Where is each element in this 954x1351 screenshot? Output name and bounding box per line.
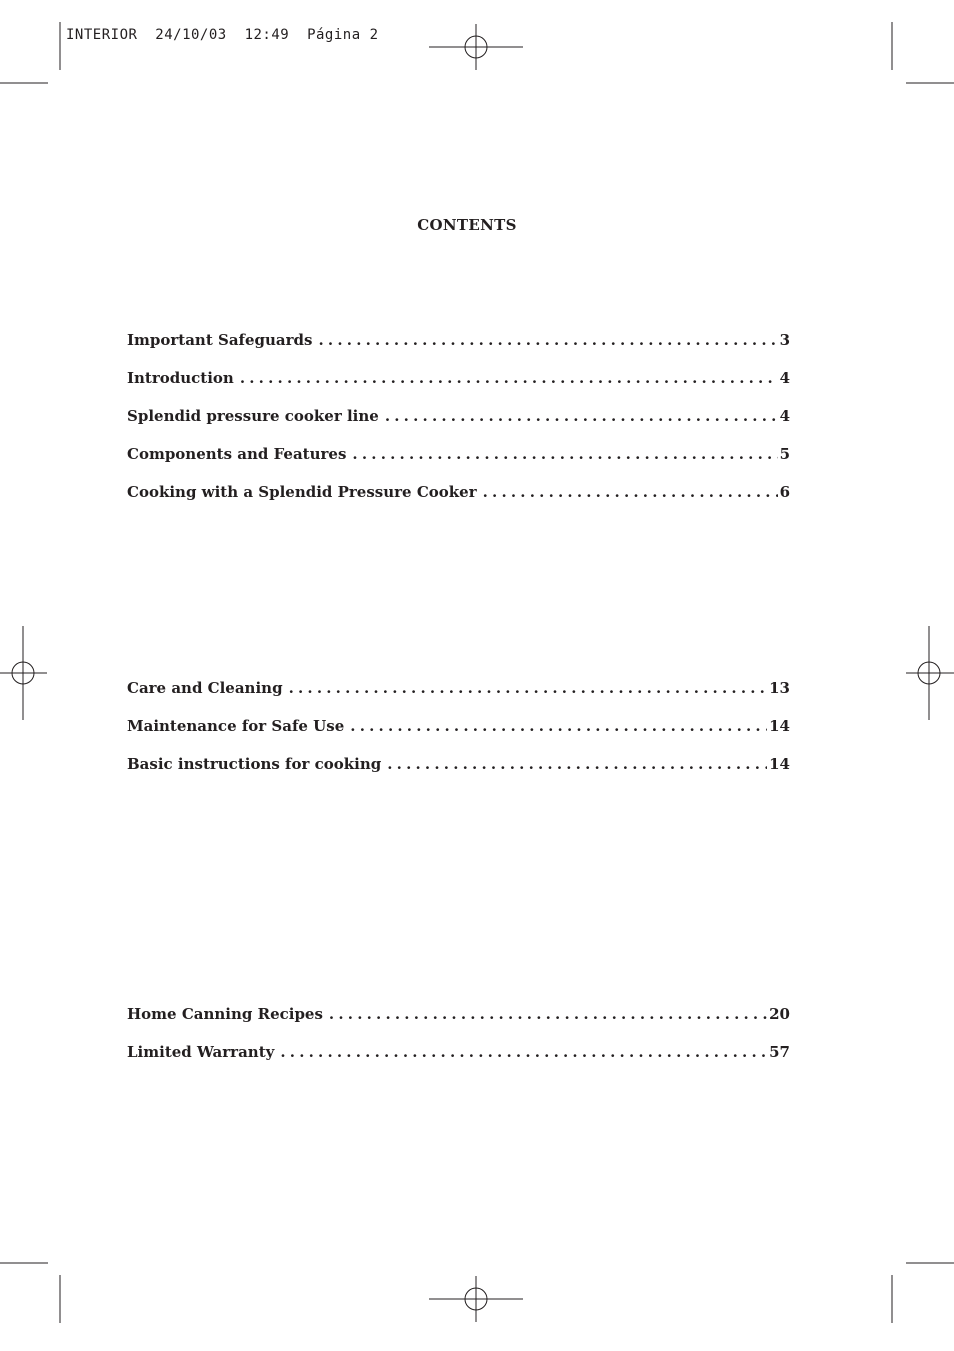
toc-dot-leader bbox=[280, 1043, 767, 1061]
toc-dot-leader bbox=[350, 717, 767, 735]
toc-entry-page: 3 bbox=[779, 331, 790, 349]
toc-entry[interactable] bbox=[127, 407, 790, 425]
toc-dot-leader bbox=[240, 369, 778, 387]
toc-entry-label: Introduction bbox=[127, 369, 234, 387]
toc-dot-leader bbox=[289, 679, 768, 697]
toc-entry[interactable] bbox=[127, 679, 790, 697]
toc-entry[interactable] bbox=[127, 369, 790, 387]
toc-dot-leader bbox=[387, 755, 767, 773]
registration-mark-left bbox=[0, 626, 47, 720]
toc-entry-label: Home Canning Recipes bbox=[127, 1005, 323, 1023]
toc-dot-leader bbox=[352, 445, 777, 463]
toc-entry[interactable] bbox=[127, 331, 790, 349]
toc-entry-page: 57 bbox=[769, 1043, 790, 1061]
toc-entry-label: Splendid pressure cooker line bbox=[127, 407, 379, 425]
contents-title: CONTENTS bbox=[417, 216, 517, 234]
registration-mark-bottom bbox=[429, 1276, 523, 1322]
toc-entry-label: Cooking with a Splendid Pressure Cooker bbox=[127, 483, 477, 501]
registration-mark-top bbox=[429, 24, 523, 70]
toc-dot-leader bbox=[483, 483, 778, 501]
toc-entry-page: 13 bbox=[769, 679, 790, 697]
toc-entry-page: 6 bbox=[779, 483, 790, 501]
toc-entry-page: 14 bbox=[769, 717, 790, 735]
toc-entry-page: 4 bbox=[779, 369, 790, 387]
toc-entry[interactable] bbox=[127, 1043, 790, 1061]
toc-dot-leader bbox=[319, 331, 778, 349]
toc-entry-page: 20 bbox=[769, 1005, 790, 1023]
toc-entry-label: Components and Features bbox=[127, 445, 347, 463]
registration-mark-right bbox=[906, 626, 954, 720]
toc-entry[interactable] bbox=[127, 445, 790, 463]
toc-entry-page: 4 bbox=[779, 407, 790, 425]
toc-entry-label: Basic instructions for cooking bbox=[127, 755, 382, 773]
toc-entry-label: Maintenance for Safe Use bbox=[127, 717, 345, 735]
toc-entry-label: Important Safeguards bbox=[127, 331, 313, 349]
toc-entry[interactable] bbox=[127, 717, 790, 735]
toc-dot-leader bbox=[329, 1005, 767, 1023]
toc-entry[interactable] bbox=[127, 483, 790, 501]
toc-entry-page: 5 bbox=[779, 445, 790, 463]
toc-dot-leader bbox=[385, 407, 778, 425]
toc-entry[interactable] bbox=[127, 1005, 790, 1023]
toc-entry-label: Limited Warranty bbox=[127, 1043, 275, 1061]
toc-entry[interactable] bbox=[127, 755, 790, 773]
print-slug: INTERIOR 24/10/03 12:49 Página 2 bbox=[66, 27, 379, 43]
toc-entry-page: 14 bbox=[769, 755, 790, 773]
toc-entry-label: Care and Cleaning bbox=[127, 679, 283, 697]
